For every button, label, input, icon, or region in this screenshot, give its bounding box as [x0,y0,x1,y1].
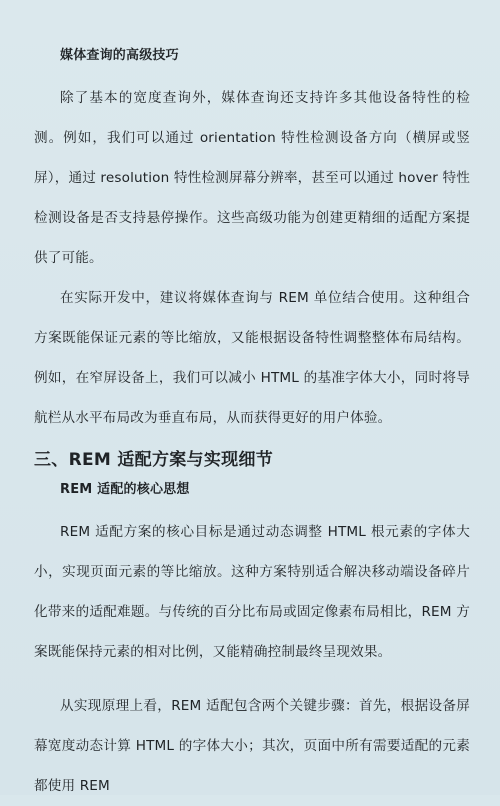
subheading-media-query-advanced: 媒体查询的高级技巧 [60,48,179,63]
spacer [34,68,470,78]
spacer [34,672,470,686]
paragraph-2: 在实际开发中，建议将媒体查询与 REM 单位结合使用。这种组合方案既能保证元素的等比缩放，又能根据设备特性调整整体布局结构。例如，在窄屏设备上，我们可以减小 HTML 的基准字体大小，同时将导航栏从水平布局改为垂直布局，从而获得更好的用户体验。 [34,290,470,426]
spacer [34,502,470,512]
subheading-rem-core: REM 适配的核心思想 [60,482,190,497]
paragraph-4: 从实现原理上看，REM 适配包含两个关键步骤：首先，根据设备屏幕宽度动态计算 HTML 的字体大小；其次，页面中所有需要适配的元素都使用 REM [34,698,470,794]
paragraph-1: 除了基本的宽度查询外，媒体查询还支持许多其他设备特性的检测。例如，我们可以通过 orientation 特性检测设备方向（横屏或竖屏），通过 resolution 特性检测屏幕分辨率，甚至可以通过 hover 特性检测设备是否支持悬停操作。这些高级功能为创建更精细的适配方案提供了可能。 [34,90,470,266]
paragraph-3: REM 适配方案的核心目标是通过动态调整 HTML 根元素的字体大小，实现页面元素的等比缩放。这种方案特别适合解决移动端设备碎片化带来的适配难题。与传统的百分比布局或固定像素布局相比，REM 方案既能保持元素的相对比例，又能精确控制最终呈现效果。 [34,524,470,660]
section-heading-rem: 三、REM 适配方案与实现细节 [34,450,274,470]
